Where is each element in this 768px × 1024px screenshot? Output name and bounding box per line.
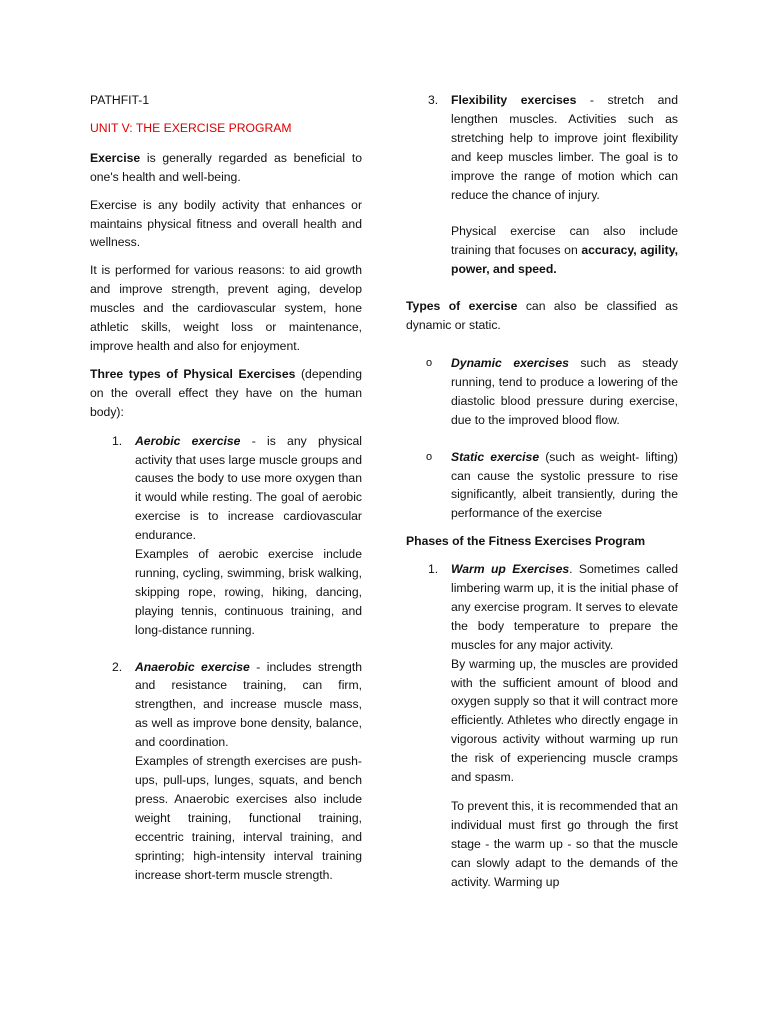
aerobic-desc-text: - is any physical activity that uses large muscle groups and causes the body to use more oxygen than it would while resting. The goal of aerobic exercise is to increase cardiovascular endurance. bbox=[135, 433, 362, 543]
phases-heading: Phases of the Fitness Exercises Program bbox=[406, 534, 646, 549]
anaerobic-desc-text: - includes strength and resistance training, can firm, strengthen, and increase muscle mass, as well as improve bone density, balance, and coordination. bbox=[135, 659, 362, 750]
exercise-definition: is generally regarded as beneficial to one's health and well-being. bbox=[90, 150, 362, 184]
bullet-circle-icon: o bbox=[426, 356, 433, 369]
warm-up-prevention: To prevent this, it is recommended that an individual must first go through the first stage - the warm up - so that the muscle can slowly adapt to the demands of the activity. Warming up bbox=[451, 799, 678, 889]
exercise-term: Exercise bbox=[90, 150, 141, 165]
also-include-bold: accuracy, agility, power, and speed. bbox=[451, 243, 678, 277]
dynamic-desc-text: such as steady running, tend to produce a lowering of the diastolic blood pressure during exercise, due to the improved blood flow. bbox=[451, 355, 678, 427]
flexibility-desc-text: - stretch and lengthen muscles. Activities such as stretching help to improve joint flexibility and keep muscles limber. The goal is to improve the range of motion which can reduce the chance of injury. bbox=[451, 93, 678, 202]
left-column bbox=[90, 91, 362, 884]
static-term: Static exercise bbox=[451, 449, 540, 464]
intro-paragraph-3: It is performed for various reasons: to aid growth and improve strength, prevent aging, develop muscles and the cardiovascular system, hone athletic skills, weight loss or maintenance, improve health and also for enjoyment. bbox=[90, 263, 362, 353]
warm-up-description bbox=[451, 560, 678, 655]
bullet-circle-icon: o bbox=[426, 450, 433, 463]
warm-up-term: Warm up Exercises bbox=[451, 562, 570, 577]
list-item-flexibility bbox=[406, 91, 678, 279]
right-column bbox=[406, 91, 678, 892]
flexibility-term: Flexibility exercises bbox=[451, 93, 577, 107]
list-number: 3. bbox=[428, 93, 439, 107]
anaerobic-term: Anaerobic exercise bbox=[135, 659, 250, 674]
anaerobic-examples: Examples of strength exercises are push-ups, pull-ups, lunges, squats, and bench press. Anaerobic exercises also include weight training, functional training, eccentric training, interval training, and sprinting; high-intensity interval training increase short-term muscle strength. bbox=[135, 754, 362, 882]
unit-title: UNIT V: THE EXERCISE PROGRAM bbox=[90, 120, 292, 135]
flexibility-description bbox=[451, 91, 678, 204]
dynamic-term: Dynamic exercises bbox=[451, 355, 569, 370]
three-types-heading-rest: (depending on the overall effect they have on the human body): bbox=[90, 366, 362, 419]
static-description bbox=[451, 448, 678, 524]
list-item-warm-up bbox=[406, 560, 678, 891]
warm-up-desc-text: . Sometimes called limbering warm up, it is the initial phase of any exercise program. It serves to elevate the body temperature to prepare the muscles for any major activity. bbox=[451, 562, 678, 652]
dynamic-description bbox=[451, 354, 678, 430]
list-number: 2. bbox=[112, 659, 123, 674]
anaerobic-description bbox=[135, 658, 362, 753]
static-desc-text: (such as weight- lifting) can cause the systolic pressure to rise significantly, albeit transiently, during the performance of the exercise bbox=[451, 449, 678, 521]
bullet-dynamic bbox=[406, 354, 678, 430]
classification-rest: can also be classified as dynamic or static. bbox=[406, 299, 678, 333]
three-types-heading-bold: Three types of Physical Exercises bbox=[90, 366, 296, 381]
list-item-aerobic bbox=[90, 432, 362, 640]
aerobic-term: Aerobic exercise bbox=[135, 433, 241, 448]
bullet-static bbox=[406, 448, 678, 524]
list-number: 1. bbox=[428, 562, 439, 577]
classification-paragraph bbox=[406, 297, 678, 335]
intro-paragraph-1 bbox=[90, 149, 362, 187]
also-include-text: Physical exercise can also include training that focuses on bbox=[451, 224, 678, 258]
types-of-exercise-term: Types of exercise bbox=[406, 299, 518, 314]
list-item-anaerobic bbox=[90, 658, 362, 885]
intro-paragraph-2: Exercise is any bodily activity that enhances or maintains physical fitness and overall health and wellness. bbox=[90, 197, 362, 250]
warm-up-extra: By warming up, the muscles are provided with the sufficient amount of blood and oxygen supply so that it will contract more efficiently. Athletes who directly engage in vigorous activity without warming up run the risk of experiencing muscle cramps and spasm. bbox=[451, 656, 678, 785]
three-types-heading bbox=[90, 365, 362, 422]
course-code: PATHFIT-1 bbox=[90, 93, 150, 107]
list-number: 1. bbox=[112, 433, 123, 448]
also-include-paragraph bbox=[451, 222, 678, 279]
aerobic-description bbox=[135, 432, 362, 545]
aerobic-examples: Examples of aerobic exercise include running, cycling, swimming, brisk walking, skipping rope, rowing, hiking, dancing, playing tennis, continuous training, and long-distance running. bbox=[135, 547, 362, 637]
